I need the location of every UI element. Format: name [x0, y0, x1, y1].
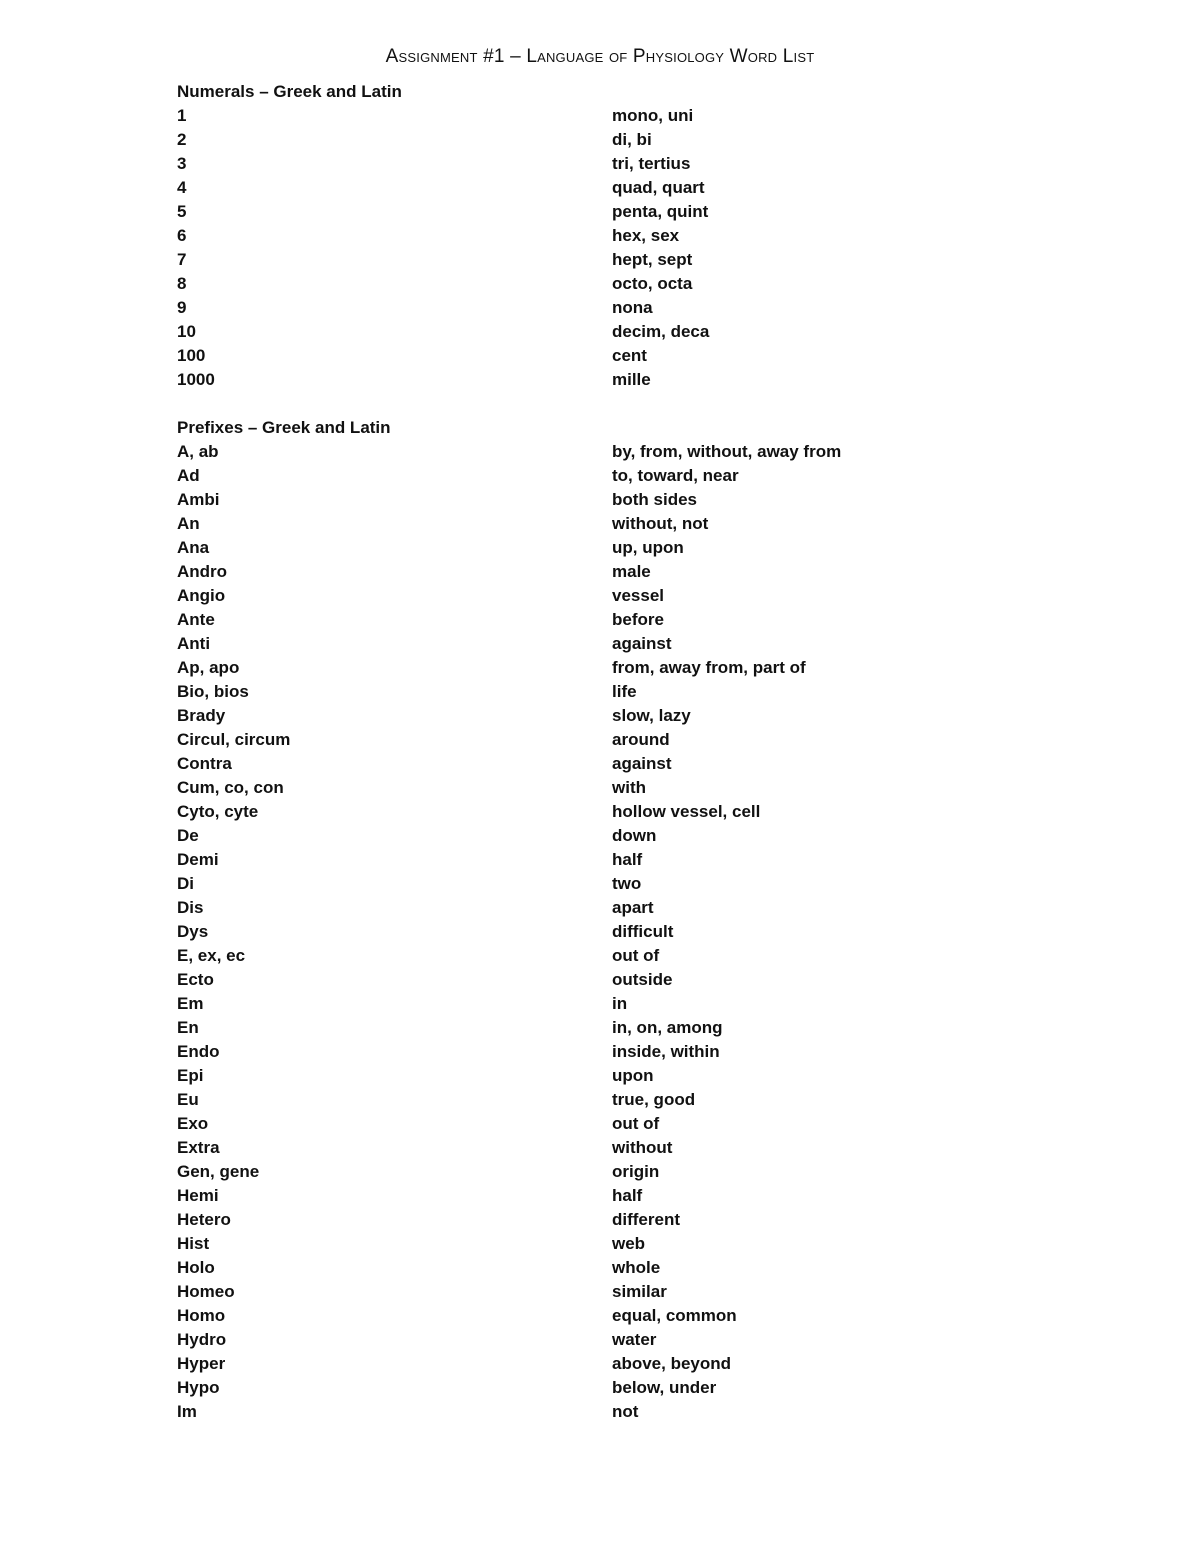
list-item	[177, 800, 977, 824]
term-cell: 9	[177, 298, 187, 317]
term-cell: Holo	[177, 1258, 215, 1277]
list-item	[177, 176, 977, 200]
term-cell: Eu	[177, 1090, 199, 1109]
term-cell: 6	[177, 226, 187, 245]
term-cell: Ad	[177, 466, 200, 485]
meaning-cell: in	[612, 994, 628, 1013]
list-item	[177, 296, 977, 320]
list-item	[177, 704, 977, 728]
section-spacer	[177, 392, 977, 416]
term-cell: Dis	[177, 898, 204, 917]
meaning-cell: against	[612, 634, 672, 653]
list-item	[177, 1064, 977, 1088]
meaning-cell: different	[612, 1210, 680, 1229]
list-item	[177, 128, 977, 152]
list-item	[177, 1304, 977, 1328]
term-cell: Homo	[177, 1306, 226, 1325]
term-cell: 1000	[177, 370, 215, 389]
term-cell: 1	[177, 106, 187, 125]
list-item	[177, 944, 977, 968]
term-cell: Hemi	[177, 1186, 219, 1205]
list-item	[177, 896, 977, 920]
list-item	[177, 1232, 977, 1256]
list-item	[177, 608, 977, 632]
meaning-cell: upon	[612, 1066, 654, 1085]
term-cell: A, ab	[177, 442, 219, 461]
list-item	[177, 1160, 977, 1184]
term-cell: Hydro	[177, 1330, 227, 1349]
list-item	[177, 656, 977, 680]
term-cell: 100	[177, 346, 206, 365]
meaning-cell: mono, uni	[612, 106, 694, 125]
meaning-cell: true, good	[612, 1090, 696, 1109]
list-item	[177, 872, 977, 896]
term-cell: 3	[177, 154, 187, 173]
meaning-cell: hex, sex	[612, 226, 680, 245]
list-item	[177, 1352, 977, 1376]
meaning-cell: octo, octa	[612, 274, 693, 293]
term-cell: An	[177, 514, 200, 533]
meaning-cell: hept, sept	[612, 250, 693, 269]
term-cell: Endo	[177, 1042, 220, 1061]
list-item	[177, 1328, 977, 1352]
meaning-cell: without, not	[612, 514, 709, 533]
term-cell: Exo	[177, 1114, 209, 1133]
list-item	[177, 1280, 977, 1304]
term-cell: Cum, co, con	[177, 778, 284, 797]
term-cell: E, ex, ec	[177, 946, 246, 965]
list-item	[177, 968, 977, 992]
term-cell: Ana	[177, 538, 210, 557]
list-item	[177, 848, 977, 872]
section-heading: Numerals – Greek and Latin	[177, 82, 402, 101]
list-item	[177, 248, 977, 272]
meaning-cell: below, under	[612, 1378, 717, 1397]
list-item	[177, 104, 977, 128]
list-item	[177, 1208, 977, 1232]
list-item	[177, 1088, 977, 1112]
list-item	[177, 1256, 977, 1280]
list-item	[177, 632, 977, 656]
list-item	[177, 1040, 977, 1064]
list-item	[177, 440, 977, 464]
term-cell: Ante	[177, 610, 215, 629]
meaning-cell: water	[612, 1330, 657, 1349]
list-item	[177, 1184, 977, 1208]
term-cell: Bio, bios	[177, 682, 249, 701]
term-cell: Homeo	[177, 1282, 235, 1301]
list-item	[177, 728, 977, 752]
list-item	[177, 752, 977, 776]
meaning-cell: equal, common	[612, 1306, 737, 1325]
meaning-cell: mille	[612, 370, 651, 389]
meaning-cell: decim, deca	[612, 322, 710, 341]
list-item	[177, 680, 977, 704]
meaning-cell: in, on, among	[612, 1018, 723, 1037]
meaning-cell: tri, tertius	[612, 154, 691, 173]
meaning-cell: male	[612, 562, 651, 581]
term-cell: Hist	[177, 1234, 210, 1253]
term-cell: Circul, circum	[177, 730, 291, 749]
meaning-cell: above, beyond	[612, 1354, 732, 1373]
term-cell: Andro	[177, 562, 228, 581]
meaning-cell: against	[612, 754, 672, 773]
meaning-cell: difficult	[612, 922, 674, 941]
meaning-cell: both sides	[612, 490, 698, 509]
meaning-cell: by, from, without, away from	[612, 442, 842, 461]
term-cell: Extra	[177, 1138, 220, 1157]
numerals-section	[177, 80, 977, 392]
term-cell: Angio	[177, 586, 226, 605]
list-item	[177, 368, 977, 392]
meaning-cell: down	[612, 826, 657, 845]
term-cell: En	[177, 1018, 199, 1037]
list-item	[177, 320, 977, 344]
meaning-cell: vessel	[612, 586, 664, 605]
meaning-cell: nona	[612, 298, 653, 317]
meaning-cell: web	[612, 1234, 646, 1253]
term-cell: Ecto	[177, 970, 214, 989]
meaning-cell: origin	[612, 1162, 660, 1181]
term-cell: 10	[177, 322, 196, 341]
list-item	[177, 1112, 977, 1136]
term-cell: Hyper	[177, 1354, 226, 1373]
list-item	[177, 488, 977, 512]
prefixes-section	[177, 416, 977, 1424]
numerals-rows	[177, 104, 977, 392]
list-item	[177, 512, 977, 536]
term-cell: 5	[177, 202, 187, 221]
list-item	[177, 1376, 977, 1400]
term-cell: Ap, apo	[177, 658, 240, 677]
meaning-cell: penta, quint	[612, 202, 709, 221]
meaning-cell: cent	[612, 346, 647, 365]
meaning-cell: whole	[612, 1258, 661, 1277]
list-item	[177, 464, 977, 488]
term-cell: 2	[177, 130, 187, 149]
meaning-cell: around	[612, 730, 670, 749]
list-item	[177, 1400, 977, 1424]
meaning-cell: from, away from, part of	[612, 658, 806, 677]
term-cell: 7	[177, 250, 187, 269]
meaning-cell: before	[612, 610, 664, 629]
meaning-cell: without	[612, 1138, 673, 1157]
meaning-cell: outside	[612, 970, 673, 989]
term-cell: 8	[177, 274, 187, 293]
meaning-cell: hollow vessel, cell	[612, 802, 761, 821]
list-item	[177, 824, 977, 848]
term-cell: De	[177, 826, 199, 845]
meaning-cell: inside, within	[612, 1042, 720, 1061]
term-cell: Epi	[177, 1066, 204, 1085]
meaning-cell: life	[612, 682, 637, 701]
term-cell: Demi	[177, 850, 219, 869]
list-item	[177, 992, 977, 1016]
term-cell: Hetero	[177, 1210, 231, 1229]
list-item	[177, 1016, 977, 1040]
meaning-cell: not	[612, 1402, 639, 1421]
meaning-cell: to, toward, near	[612, 466, 739, 485]
list-item	[177, 920, 977, 944]
list-item	[177, 200, 977, 224]
term-cell: Anti	[177, 634, 211, 653]
term-cell: Im	[177, 1402, 197, 1421]
term-cell: Gen, gene	[177, 1162, 260, 1181]
meaning-cell: out of	[612, 1114, 660, 1133]
term-cell: Dys	[177, 922, 209, 941]
meaning-cell: two	[612, 874, 642, 893]
term-cell: Ambi	[177, 490, 220, 509]
term-cell: Contra	[177, 754, 232, 773]
term-cell: Hypo	[177, 1378, 220, 1397]
term-cell: Di	[177, 874, 194, 893]
list-item	[177, 776, 977, 800]
term-cell: Cyto, cyte	[177, 802, 259, 821]
term-cell: Brady	[177, 706, 226, 725]
list-item	[177, 536, 977, 560]
meaning-cell: slow, lazy	[612, 706, 691, 725]
list-item	[177, 224, 977, 248]
meaning-cell: out of	[612, 946, 660, 965]
document-title: Assignment #1 – Language of Physiology Word List	[385, 46, 815, 67]
list-item	[177, 584, 977, 608]
meaning-cell: with	[612, 778, 646, 797]
meaning-cell: half	[612, 850, 643, 869]
term-cell: 4	[177, 178, 187, 197]
section-heading: Prefixes – Greek and Latin	[177, 418, 391, 437]
list-item	[177, 1136, 977, 1160]
meaning-cell: apart	[612, 898, 654, 917]
list-item	[177, 272, 977, 296]
word-list	[177, 80, 977, 1424]
meaning-cell: di, bi	[612, 130, 652, 149]
meaning-cell: half	[612, 1186, 643, 1205]
meaning-cell: up, upon	[612, 538, 684, 557]
list-item	[177, 152, 977, 176]
meaning-cell: similar	[612, 1282, 667, 1301]
meaning-cell: quad, quart	[612, 178, 705, 197]
list-item	[177, 560, 977, 584]
term-cell: Em	[177, 994, 204, 1013]
list-item	[177, 344, 977, 368]
prefixes-rows	[177, 440, 977, 1424]
